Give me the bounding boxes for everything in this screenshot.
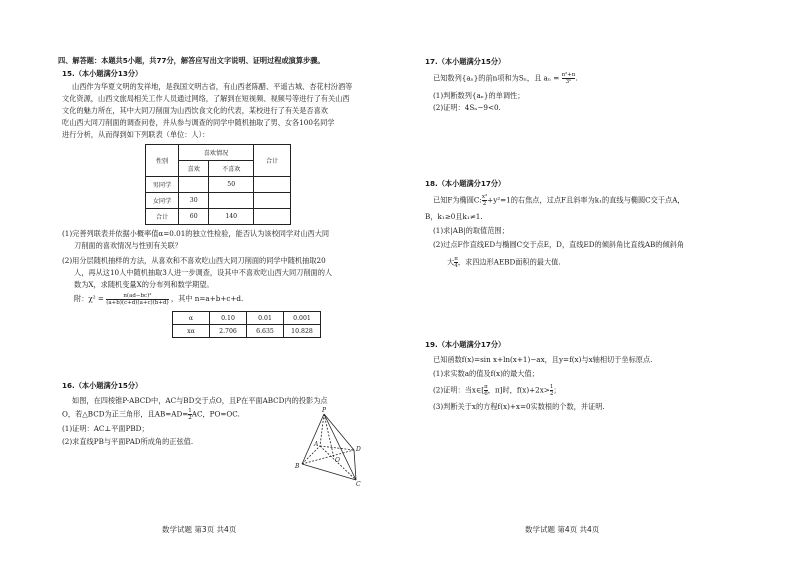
label-d: D	[356, 446, 361, 453]
q15-line: 进行分析，从而得到如下列联表（单位：人）：	[62, 130, 210, 139]
q18-line1: 已知F为椭圆C: $\frac{\text{x²}}{2}$ +y²=1的右焦点，过点F且斜率为k₁的直线与椭圆C交于点A，	[433, 194, 685, 207]
col-total: 合计	[254, 145, 291, 177]
q19-line1: 已知函数f(x)=sin x+ln(x+1)−ax，且y=f(x)与x轴相切于坐标原点.	[433, 355, 653, 364]
q18-title: 18.（本小题满分17分）	[425, 179, 506, 188]
label-p: P	[322, 407, 327, 414]
table-row: 男同学 50	[146, 177, 291, 193]
q15-line: 山西作为华夏文明的发祥地，是我国文明古省，有山西老陈醋、平遥古城、杏花村汾酒等	[72, 82, 353, 91]
section-header: 四、解答题：本题共5小题，共77分，解答应写出文字说明、证明过程或演算步骤。	[58, 56, 325, 65]
table-row: 合计 60 140	[146, 209, 291, 225]
q15-line: 文化资源，山西文旅局相关工作人员通过网络，了解到在短视频、视频号等进行了有关山西	[62, 94, 350, 103]
q15-line: 文化的魅力所在，其中大同刀削面为山西饮食文化的代表，某校进行了有关是否喜欢	[62, 106, 328, 115]
col-like: 喜欢	[179, 161, 209, 177]
contingency-table	[145, 144, 291, 225]
q15-part2: 人，再从这10人中随机抽取3人进一步调查，设其中不喜欢吃山西大同刀削面的人	[74, 268, 333, 277]
q15-part1: 刀削面的喜欢情况与性别有关联？	[74, 241, 182, 250]
q15-part1: (1)完善列联表并依据小概率值α=0.01的独立性检验，能否认为该校同学对山西大同	[62, 229, 330, 238]
col-dislike: 不喜欢	[209, 161, 254, 177]
table-row: 女同学 30	[146, 193, 291, 209]
q17-title: 17.（本小题满分15分）	[425, 57, 506, 66]
q15-part2: 数为X，求随机变量X的分布列和数学期望。	[74, 280, 214, 289]
label-o: O	[335, 457, 340, 464]
label-c: C	[356, 481, 361, 486]
q15-title: 15.（本小题满分13分）	[62, 69, 143, 78]
critical-value-table: α 0.10 0.01 0.001 xα 2.706 6.635 10.828	[172, 311, 321, 338]
q19-part3: (3)判断关于x的方程f(x)+x=0实数根的个数，并证明.	[433, 402, 605, 411]
q16-title: 16.（本小题满分15分）	[62, 381, 143, 390]
q17-part2: (2)证明：4Sₙ−9<0.	[433, 103, 501, 112]
q16-part1: (1)证明：AC⊥平面PBD；	[62, 424, 149, 433]
chi-square-formula: 附：χ² = $\frac{\text{n(ad−bc)²}}{(a+b)(c+d)(a+c)(b+d)}$ ，其中 n=a+b+c+d.	[74, 292, 244, 306]
col-group: 喜欢情况	[179, 145, 254, 161]
q19-title: 19.（本小题满分17分）	[425, 340, 506, 349]
q18-part1: (1)求|AB|的取值范围；	[433, 226, 509, 235]
label-a: A	[314, 441, 319, 448]
q18-part2b: 大 $\frac{\pi}{4}$ ，求四边形AEBD面积的最大值.	[447, 256, 561, 269]
q19-part1: (1)求实数a的值及f(x)的最大值；	[433, 369, 539, 378]
q15-line: 吃山西大同刀削面的调查问卷，并从参与调查的同学中随机抽取了男、女各100名同学	[62, 118, 335, 127]
left-footer: 数学试题 第3页 共4页	[162, 525, 237, 534]
q18-part2: (2)过点F作直线ED与椭圆C交于点E，D，直线ED的倾斜角比直线AB的倾斜角	[433, 240, 685, 249]
right-footer: 数学试题 第4页 共4页	[525, 525, 600, 534]
q16-part2: (2)求直线PB与平面PAD所成角的正弦值.	[62, 437, 194, 446]
q16-line2: O，若△BCD为正三角形，且AB=AD= $\frac{1}{2}$ AC，PO=OC.	[62, 408, 240, 421]
q18-line2: B，k₁≥0且k₁≠1.	[425, 212, 483, 221]
q16-line1: 如图，在四棱锥P-ABCD中，AC与BD交于点O，且P在平面ABCD内的投影为点	[72, 396, 328, 405]
col-gender: 性别	[146, 145, 179, 177]
q17-part1: (1)判断数列{aₙ}的单调性；	[433, 91, 525, 100]
pyramid-figure	[290, 404, 370, 486]
q17-line1: 已知数列{aₙ}的前n项和为Sₙ，且 aₙ = $\frac{\text{n²+n}}{\text{3ⁿ}}$ .	[433, 72, 578, 85]
label-b: B	[295, 463, 300, 470]
q19-part2: (2)证明：当x∈[ $\frac{\pi}{6}$ ，π]时，f(x)+2x> $\frac{1}{2}$ ；	[433, 384, 561, 397]
q15-part2: (2)用分层随机抽样的方法，从喜欢和不喜欢吃山西大同刀削面的同学中随机抽取20	[62, 256, 326, 265]
